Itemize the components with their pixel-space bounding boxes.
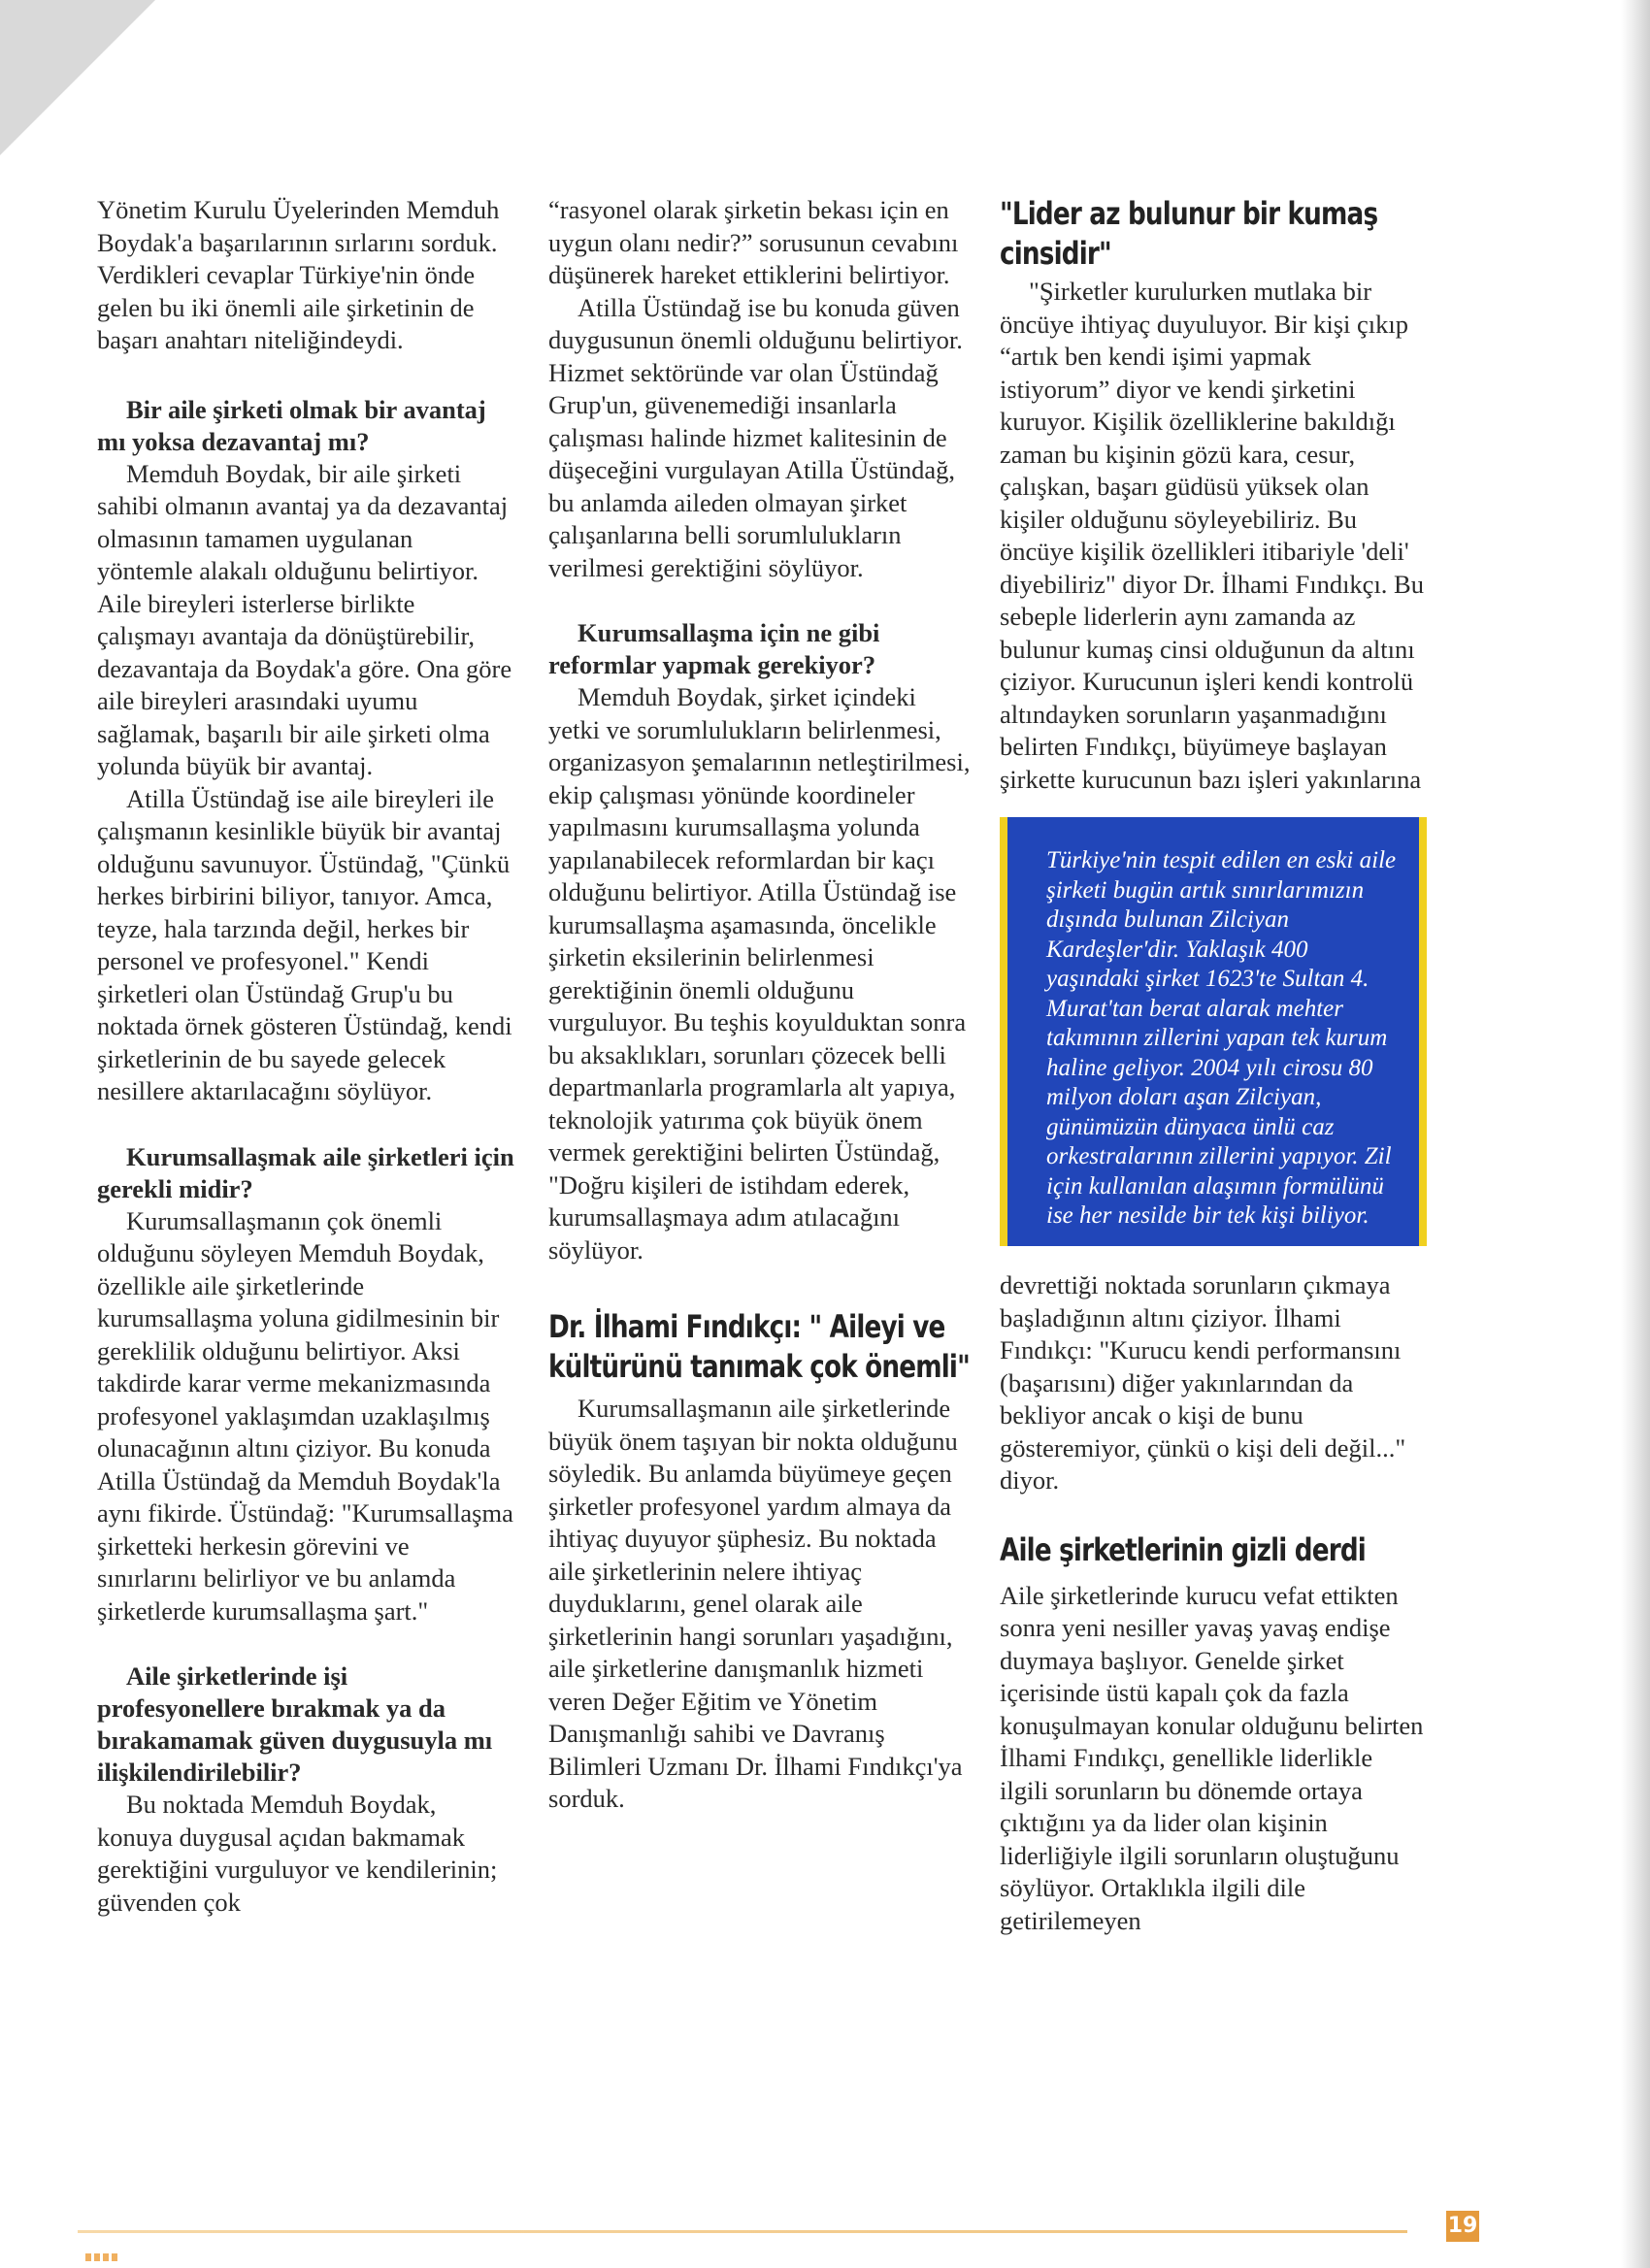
footer-rule (78, 2230, 1407, 2233)
footer-tab-mark (85, 2253, 118, 2261)
body-paragraph: devrettiği noktada sorunların çıkmaya başladığının altını çiziyor. İlhami Fındıkçı: "Kurucu kendi performansını (başarısını) diğer yakınlarından da bekliyor ancak o kişi de bunu gösteremiyor, çünkü o kişi deli değil..." diyor. (1000, 1270, 1406, 1495)
section-heading: "Lider az bulunur bir kumaş cinsidir" (1000, 195, 1378, 272)
column-3 (1000, 194, 1427, 1937)
question-heading: Kurumsallaşmak aile şirketleri için gerekli midir? (97, 1141, 514, 1203)
answer-paragraph: Memduh Boydak, bir aile şirketi sahibi olmanın avantaj ya da dezavantaj olmasının tamamen uygulanan yöntemle alakalı olduğunu belirtiyor. Aile bireyleri isterlerse birlikte çalışmayı avantaja da dönüştürebilir, dezavantaja da Boydak'a göre. Ona göre aile bireyleri arasındaki uyumu sağlamak, başarılı bir aile şirketi olma yolunda büyük bir avantaj. (97, 458, 512, 780)
section-heading: Dr. İlhami Fındıkçı: " Aileyi ve kültürünü tanımak çok önemli" (548, 1308, 970, 1385)
answer-paragraph: Bu noktada Memduh Boydak, konuya duygusal açıdan bakmamak gerektiğini vurguluyor ve kendilerinin; güvenden çok (97, 1790, 498, 1917)
question-heading: Aile şirketlerinde işi profesyonellere bırakmak ya da bırakamamak güven duygusuyla mı ilişkilendirilebilir? (97, 1661, 493, 1787)
question-heading: Bir aile şirketi olmak bir avantaj mı yoksa dezavantaj mı? (97, 394, 486, 456)
intro-paragraph: Yönetim Kurulu Üyelerinden Memduh Boydak'a başarılarının sırlarını sorduk. Verdikleri cevaplar Türkiye'nin önde gelen bu iki önemli aile şirketinin de başarı anahtarı niteliğindeydi. (97, 195, 500, 354)
page-number-badge: 19 (1446, 2211, 1479, 2242)
section-heading: Aile şirketlerinin gizli derdi (1000, 1530, 1366, 1568)
answer-paragraph: Kurumsallaşmanın çok önemli olduğunu söyleyen Memduh Boydak, özellikle aile şirketlerinde kurumsallaşma yoluna gidilmesinin bir gereklilik olduğunu belirtiyor. Aksi takdirde karar verme mekanizmasında profesyonel yaklaşımdan uzaklaşılmış olunacağının altını çiziyor. Bu konuda Atilla Üstündağ da Memduh Boydak'la aynı fikirde. Üstündağ: "Kurumsallaşma şirketteki herkesin görevini ve sınırlarını belirliyor ve bu anlamda şirketlerde kurumsallaşma şart." (97, 1205, 513, 1626)
answer-paragraph: Atilla Üstündağ ise aile bireyleri ile çalışmanın kesinlikle büyük bir avantaj olduğunu savunuyor. Üstündağ, "Çünkü herkes birbirini biliyor, tanıyor. Amca, teyze, hala tarzında değil, herkes bir personel ve profesyonel." Kendi şirketleri olan Üstündağ Grup'u bu noktada örnek gösteren Üstündağ, kendi şirketlerinin de bu sayede gelecek nesillere aktarılacağını söylüyor. (97, 783, 512, 1105)
body-paragraph: "Şirketler kurulurken mutlaka bir öncüye ihtiyaç duyuluyor. Bir kişi çıkıp “artık ben kendi işimi yapmak istiyorum” diyor ve kendi şirketini kuruyor. Kişilik özelliklerine bakıldığı zaman bu kişinin gözü kara, cesur, çalışkan, başarı güdüsü yüksek olan kişiler olduğunu söyleyebiliriz. Bu öncüye kişilik özellikleri itibariyle 'deli' diyebiliriz" diyor Dr. İlhami Fındıkçı. Bu sebeple liderlerin aynı zamanda az bulunur kumaş cinsi olduğunun da altını çiziyor. Kurucunun işleri kendi kontrolü altındayken sorunların yaşanmadığını belirten Fındıkçı, büyümeye başlayan şirkette kurucunun bazı işleri yakınlarına (1000, 277, 1424, 794)
body-paragraph: Aile şirketlerinde kurucu vefat ettikten sonra yeni nesiller yavaş yavaş endişe duymaya başlıyor. Genelde şirket içerisinde üstü kapalı çok da fazla konuşulmayan konular olduğunu belirten İlhami Fındıkçı, genellikle liderlikle ilgili sorunların bu dönemde ortaya çıktığını ya da lider olan kişinin liderliğiyle ilgili sorunların oluştuğunu söylüyor. Ortaklıkla ilgili dile getirilemeyen (1000, 1580, 1424, 1935)
callout-box: Türkiye'nin tespit edilen en eski aile şirketi bugün artık sınırlarımızın dışında bulunan Zilciyan Kardeşler'dir. Yaklaşık 400 yaşındaki şirket 1623'te Sultan 4. Murat'tan berat alarak mehter takımının zillerini yapan tek kurum haline geliyor. 2004 yılı cirosu 80 milyon doları aşan Zilciyan, günümüzün dünyaca ünlü caz orkestralarının zillerini yapıyor. Zil için kullanılan alaşımın formülünü ise her nesilde bir tek kişi biliyor. (1000, 817, 1427, 1246)
page-edge-shadow (1621, 0, 1650, 2268)
answer-paragraph: Memduh Boydak, şirket içindeki yetki ve sorumlulukların belirlenmesi, organizasyon şemalarının netleştirilmesi, ekip çalışması yönünde koordineler yapılmasını kurumsallaşma yolunda yapılanabilecek reformlardan bir kaçı olduğunu belirtiyor. Atilla Üstündağ ise kurumsallaşma aşamasında, öncelikle şirketin eksilerinin belirlenmesi gerektiğinin önemli olduğunu vurguluyor. Bu teşhis koyulduktan sonra bu aksaklıkları, sorunları çözecek belli departmanlarla programlarla alt yapıya, teknolojik yatırıma çok büyük önem vermek gerektiğini belirten Üstündağ, "Doğru kişileri de istihdam ederek, kurumsallaşmaya adım atılacağını söylüyor. (548, 682, 971, 1265)
page-corner-shadow (0, 0, 155, 155)
question-heading: Kurumsallaşma için ne gibi reformlar yapmak gerekiyor? (548, 618, 880, 679)
column-2 (548, 194, 971, 1816)
body-paragraph: Kurumsallaşmanın aile şirketlerinde büyük önem taşıyan bir nokta olduğunu söyledik. Bu anlamda büyümeye geçen şirketler profesyonel yardım almaya da ihtiyaç duyuyor şüphesiz. Bu noktada aile şirketlerinin nelere ihtiyaç duyduklarını, genel olarak aile şirketlerinin hangi sorunları yaşadığını, aile şirketlerine danışmanlık hizmeti veren Değer Eğitim ve Yönetim Danışmanlığı sahibi ve Davranış Bilimleri Uzmanı Dr. İlhami Fındıkçı'ya sorduk. (548, 1394, 963, 1813)
answer-paragraph: Atilla Üstündağ ise bu konuda güven duygusunun önemli olduğunu belirtiyor. Hizmet sektöründe var olan Üstündağ Grup'un, güvenemediği insanlarla çalışması halinde hizmet kalitesinin de düşeceğini vurgulayan Atilla Üstündağ, bu anlamda aileden olmayan şirket çalışanlarına belli sorumlulukların verilmesi gerektiğini söylüyor. (548, 292, 963, 582)
answer-paragraph: “rasyonel olarak şirketin bekası için en uygun olanı nedir?” sorusunun cevabını düşünerek hareket ettiklerini belirtiyor. (548, 195, 959, 289)
column-1 (97, 194, 514, 1919)
